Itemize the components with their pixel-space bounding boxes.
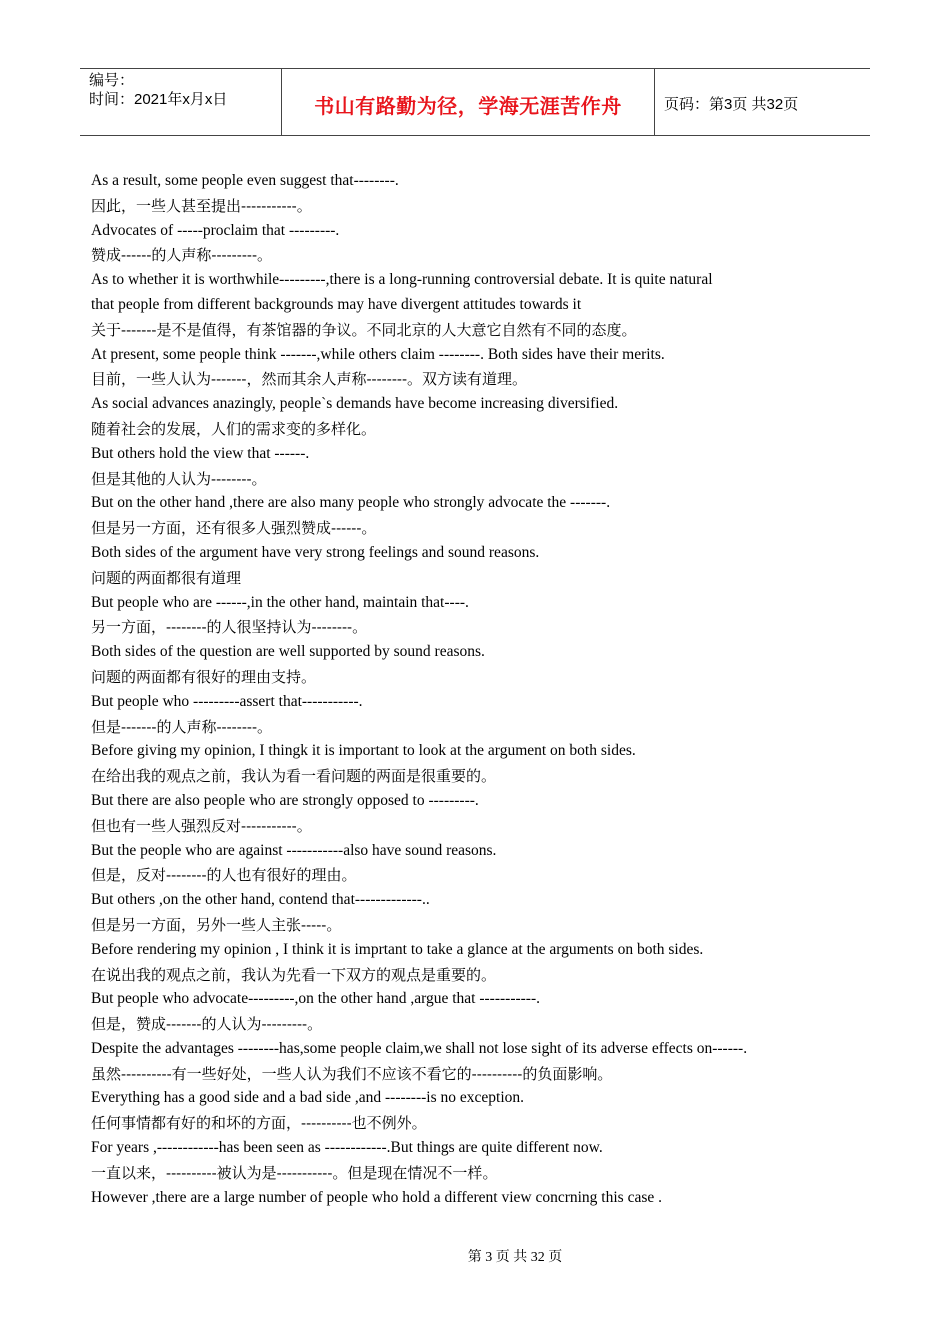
chinese-translation-line: 在给出我的观点之前，我认为看一看问题的两面是很重要的。 bbox=[91, 767, 497, 786]
english-phrase-line: Both sides of the argument have very strong feelings and sound reasons. bbox=[91, 543, 540, 561]
chinese-translation-line: 问题的两面都有很好的理由支持。 bbox=[91, 667, 317, 686]
english-phrase-line: Advocates of -----proclaim that ---------. bbox=[91, 221, 340, 239]
chinese-translation-line: 虽然----------有一些好处，一些人认为我们不应该不看它的----------的负面影响。 bbox=[91, 1064, 613, 1083]
chinese-translation-line: 但也有一些人强烈反对-----------。 bbox=[91, 816, 312, 835]
english-phrase-line: Despite the advantages --------has,some people claim,we shall not lose sight of its adverse effects on------. bbox=[91, 1039, 748, 1057]
chinese-translation-line: 但是-------的人声称--------。 bbox=[91, 717, 273, 736]
english-phrase-line: For years ,------------has been seen as ------------.But things are quite different now. bbox=[91, 1139, 603, 1157]
english-phrase-line: Both sides of the question are well supported by sound reasons. bbox=[91, 643, 485, 661]
chinese-translation-line: 赞成------的人声称---------。 bbox=[91, 246, 273, 265]
english-phrase-line: But people who are ------,in the other hand, maintain that----. bbox=[91, 593, 469, 611]
english-phrase-line: Everything has a good side and a bad side ,and --------is no exception. bbox=[91, 1089, 525, 1107]
document-header bbox=[80, 68, 870, 136]
number-label: 编号： bbox=[89, 72, 135, 89]
english-phrase-line: Before giving my opinion, I thingk it is important to look at the argument on both sides. bbox=[91, 742, 636, 760]
chinese-translation-line: 一直以来，----------被认为是-----------。但是现在情况不一样。 bbox=[91, 1163, 498, 1182]
chinese-translation-line: 在说出我的观点之前，我认为先看一下双方的观点是重要的。 bbox=[91, 965, 497, 984]
english-phrase-line: But others ,on the other hand, contend that-------------.. bbox=[91, 891, 430, 909]
english-phrase-line: But people who advocate---------,on the other hand ,argue that -----------. bbox=[91, 990, 541, 1008]
chinese-translation-line: 问题的两面都很有道理 bbox=[91, 568, 242, 587]
chinese-translation-line: 但是，反对--------的人也有很好的理由。 bbox=[91, 866, 357, 885]
chinese-translation-line: 但是其他的人认为--------。 bbox=[91, 469, 267, 488]
chinese-translation-line: 但是，赞成-------的人认为---------。 bbox=[91, 1015, 323, 1034]
chinese-translation-line: 但是另一方面，还有很多人强烈赞成------。 bbox=[91, 519, 377, 538]
english-phrase-line: But others hold the view that ------. bbox=[91, 444, 310, 462]
header-meta bbox=[80, 69, 281, 135]
chinese-translation-line: 另一方面，--------的人很坚持认为--------。 bbox=[91, 618, 368, 637]
english-phrase-line: But there are also people who are strongly opposed to ---------. bbox=[91, 791, 479, 809]
chinese-translation-line: 但是另一方面，另外一些人主张-----。 bbox=[91, 915, 342, 934]
english-phrase-line: But the people who are against -----------also have sound reasons. bbox=[91, 841, 497, 859]
chinese-translation-line: 目前，一些人认为-------，然而其余人声称--------。双方读有道理。 bbox=[91, 370, 528, 389]
english-phrase-line: Before rendering my opinion , I think it is imprtant to take a glance at the arguments on both sides. bbox=[91, 940, 704, 958]
english-phrase-line: But people who ---------assert that-----------. bbox=[91, 692, 363, 710]
time-label: 时间：2021年x月x日 bbox=[89, 91, 228, 108]
english-phrase-line: As social advances anazingly, people`s demands have become increasing diversified. bbox=[91, 395, 619, 413]
chinese-translation-line: 随着社会的发展，人们的需求变的多样化。 bbox=[91, 419, 377, 438]
english-phrase-line: As to whether it is worthwhile---------,there is a long-running controversial debate. It is quite natural that people from different backgrounds may have divergent attitudes towards it bbox=[91, 271, 713, 313]
header-motto: 书山有路勤为径，学海无涯苦作舟 bbox=[281, 69, 655, 135]
chinese-translation-line: 关于-------是不是值得，有茶馆器的争议。不同北京的人大意它自然有不同的态度。 bbox=[91, 320, 637, 339]
document-body bbox=[91, 169, 816, 1210]
english-phrase-line: But on the other hand ,there are also many people who strongly advocate the -------. bbox=[91, 494, 611, 512]
english-phrase-line: However ,there are a large number of people who hold a different view concrning this case . bbox=[91, 1188, 662, 1206]
english-phrase-line: At present, some people think -------,while others claim --------. Both sides have their merits. bbox=[91, 345, 665, 363]
english-phrase-line: As a result, some people even suggest that--------. bbox=[91, 172, 399, 189]
page-footer: 第 3 页 共 32 页 bbox=[467, 1250, 563, 1265]
header-page-label: 页码：第3页 共32页 bbox=[664, 95, 799, 113]
chinese-translation-line: 任何事情都有好的和坏的方面，----------也不例外。 bbox=[91, 1114, 427, 1133]
chinese-translation-line: 因此，一些人甚至提出-----------。 bbox=[91, 196, 312, 215]
